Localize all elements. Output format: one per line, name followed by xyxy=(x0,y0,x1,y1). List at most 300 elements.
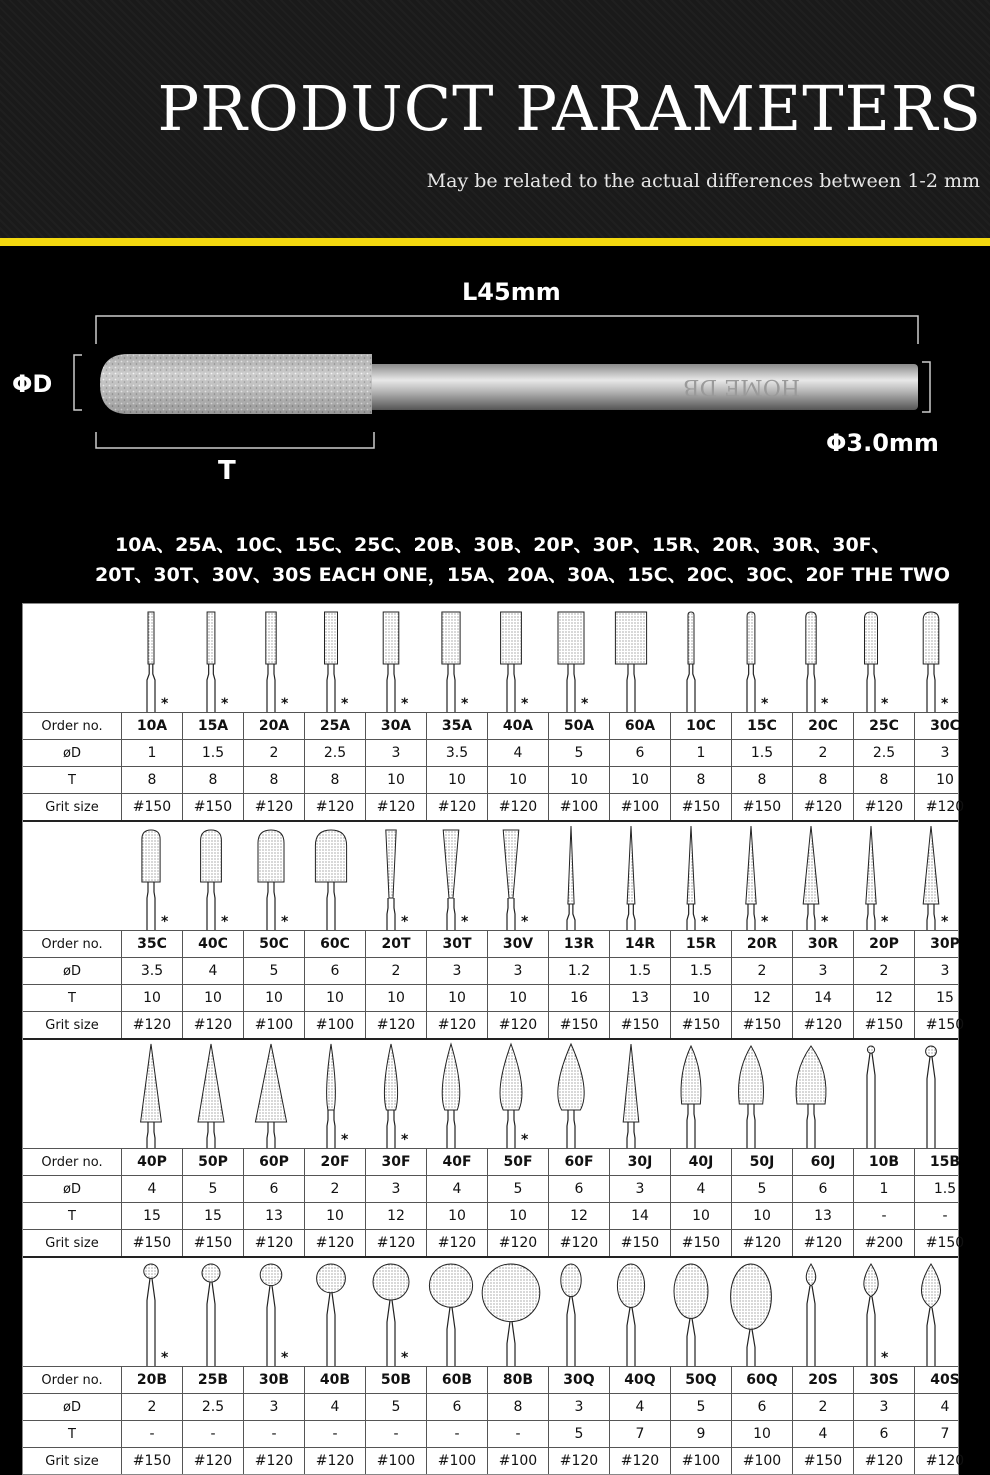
cell-grit: #150 xyxy=(182,1230,243,1256)
cell-grit: #100 xyxy=(304,1012,365,1038)
cell-t: - xyxy=(304,1421,365,1447)
row-od xyxy=(23,1175,958,1202)
cell-order: 10A xyxy=(121,713,182,739)
cell-grit: #120 xyxy=(426,794,487,820)
cell-order: 40C xyxy=(182,931,243,957)
cell-t: - xyxy=(365,1421,426,1447)
burr-shape-cyl xyxy=(361,604,421,712)
burr-shape-ball xyxy=(421,1258,481,1366)
row-label: Grit size xyxy=(45,1453,99,1469)
cell-order: 25B xyxy=(182,1367,243,1393)
burr-shape-rcyl xyxy=(181,822,241,930)
burr-shape-ball xyxy=(361,1258,421,1366)
burr-shape-rcyl xyxy=(721,604,781,712)
cell-t: - xyxy=(182,1421,243,1447)
cell-t: 10 xyxy=(609,767,670,793)
cell-t: 10 xyxy=(487,767,548,793)
cell-od: 5 xyxy=(670,1394,731,1420)
burr-shape-ball xyxy=(181,1258,241,1366)
cell-od: 6 xyxy=(731,1394,792,1420)
cell-grit: #120 xyxy=(853,1448,914,1474)
cell-t: - xyxy=(426,1421,487,1447)
cell-order: 35C xyxy=(121,931,182,957)
burr-shape-cyl xyxy=(541,604,601,712)
cell-t: 10 xyxy=(365,985,426,1011)
burr-shape-rcyl xyxy=(781,604,841,712)
tool-drawing xyxy=(841,604,901,712)
cell-grit: #150 xyxy=(121,794,182,820)
row-label: Grit size xyxy=(45,1235,99,1251)
cell-od: 1.5 xyxy=(182,740,243,766)
svg-text:*: * xyxy=(881,914,889,930)
cell-grit: #200 xyxy=(853,1230,914,1256)
cell-order: 40S xyxy=(914,1367,975,1393)
cell-grit: #100 xyxy=(670,1448,731,1474)
svg-text:*: * xyxy=(401,1350,409,1366)
cell-order: 30F xyxy=(365,1149,426,1175)
tool-drawing xyxy=(841,822,901,930)
burr-shape-bud xyxy=(661,1040,721,1148)
cell-od: 1 xyxy=(670,740,731,766)
svg-text:*: * xyxy=(341,1132,349,1148)
cell-order: 14R xyxy=(609,931,670,957)
cell-grit: #120 xyxy=(243,794,304,820)
cell-order: 30V xyxy=(487,931,548,957)
cell-t: 15 xyxy=(182,1203,243,1229)
row-label: T xyxy=(68,990,76,1006)
row-grit xyxy=(23,1447,965,1474)
cell-t: 8 xyxy=(121,767,182,793)
burr-shape-rcyl xyxy=(661,604,721,712)
burr-shape-cyl xyxy=(181,604,241,712)
tool-drawing xyxy=(121,822,181,930)
cell-t: 4 xyxy=(792,1421,853,1447)
cell-t: 10 xyxy=(670,985,731,1011)
cell-t: - xyxy=(243,1421,304,1447)
cell-grit: #150 xyxy=(914,1230,975,1256)
cell-grit: #120 xyxy=(304,1448,365,1474)
cell-order: 50P xyxy=(182,1149,243,1175)
cell-od: 5 xyxy=(365,1394,426,1420)
row-label: Order no. xyxy=(41,1154,103,1170)
cell-od: 5 xyxy=(182,1176,243,1202)
svg-text:*: * xyxy=(761,696,769,712)
tool-drawing xyxy=(241,822,301,930)
row-grit xyxy=(23,793,965,820)
cell-od: 4 xyxy=(609,1394,670,1420)
cell-grit: #120 xyxy=(914,794,975,820)
row-od xyxy=(23,1393,958,1420)
tool-drawing xyxy=(121,1258,181,1366)
svg-text:*: * xyxy=(881,1350,889,1366)
cell-order: 30R xyxy=(792,931,853,957)
burr-shape-ball xyxy=(481,1258,541,1366)
cell-grit: #120 xyxy=(426,1230,487,1256)
cell-t: 16 xyxy=(548,985,609,1011)
cell-grit: #150 xyxy=(914,1012,975,1038)
diamond-burr-photo xyxy=(0,0,990,480)
cell-order: 50A xyxy=(548,713,609,739)
burr-shape-cyl xyxy=(601,604,661,712)
cell-order: 20A xyxy=(243,713,304,739)
cell-t: 10 xyxy=(731,1421,792,1447)
svg-text:*: * xyxy=(401,914,409,930)
cell-t: 10 xyxy=(426,767,487,793)
svg-text:*: * xyxy=(521,1132,529,1148)
cell-od: 4 xyxy=(304,1394,365,1420)
tool-drawing xyxy=(661,1040,721,1148)
cell-order: 50Q xyxy=(670,1367,731,1393)
cell-order: 30J xyxy=(609,1149,670,1175)
cell-t: 14 xyxy=(609,1203,670,1229)
cell-t: - xyxy=(914,1203,975,1229)
burr-shape-cyl xyxy=(241,604,301,712)
cell-od: 4 xyxy=(487,740,548,766)
tool-drawing xyxy=(361,1040,421,1148)
cell-od: 6 xyxy=(426,1394,487,1420)
tool-drawing xyxy=(781,1040,841,1148)
cell-grit: #100 xyxy=(731,1448,792,1474)
spec-block xyxy=(23,1040,965,1258)
svg-text:*: * xyxy=(281,1350,289,1366)
tool-drawing xyxy=(601,822,661,930)
cell-od: 2 xyxy=(792,740,853,766)
cell-order: 50B xyxy=(365,1367,426,1393)
cell-t: 13 xyxy=(243,1203,304,1229)
tool-drawing xyxy=(541,1040,601,1148)
svg-text:*: * xyxy=(161,696,169,712)
burr-shape-cone xyxy=(601,1040,661,1148)
burr-shape-taper xyxy=(361,822,421,930)
row-t xyxy=(23,1420,958,1447)
cell-order: 20P xyxy=(853,931,914,957)
tool-drawing xyxy=(301,1040,361,1148)
cell-grit: #120 xyxy=(243,1448,304,1474)
svg-text:*: * xyxy=(821,696,829,712)
burr-shape-cone xyxy=(601,822,661,930)
cell-grit: #150 xyxy=(853,1012,914,1038)
cell-grit: #120 xyxy=(487,1230,548,1256)
cell-grit: #120 xyxy=(426,1012,487,1038)
tool-drawing xyxy=(841,1040,901,1148)
cell-order: 40F xyxy=(426,1149,487,1175)
cell-t: 7 xyxy=(914,1421,975,1447)
row-label: Order no. xyxy=(41,718,103,734)
row-t xyxy=(23,766,958,793)
cell-od: 5 xyxy=(548,740,609,766)
row-order xyxy=(23,712,958,739)
cell-grit: #120 xyxy=(914,1448,975,1474)
cell-t: 10 xyxy=(243,985,304,1011)
cell-grit: #120 xyxy=(853,794,914,820)
cell-t: - xyxy=(853,1203,914,1229)
tool-drawing xyxy=(361,822,421,930)
cell-grit: #120 xyxy=(365,1230,426,1256)
row-label: Order no. xyxy=(41,1372,103,1388)
cell-t: 5 xyxy=(548,1421,609,1447)
cell-grit: #120 xyxy=(548,1230,609,1256)
cell-od: 4 xyxy=(426,1176,487,1202)
tool-drawings-row xyxy=(23,1040,958,1148)
cell-grit: #120 xyxy=(365,1012,426,1038)
tool-drawing xyxy=(901,822,961,930)
tool-drawing xyxy=(781,822,841,930)
burr-shape-ball xyxy=(841,1040,901,1148)
tool-drawing xyxy=(181,1258,241,1366)
cell-t: - xyxy=(487,1421,548,1447)
burr-shape-rcyl xyxy=(901,604,961,712)
tool-drawing xyxy=(121,604,181,712)
cell-grit: #120 xyxy=(548,1448,609,1474)
burr-shape-flame xyxy=(361,1040,421,1148)
quantity-line-2: 20T、30T、30V、30S EACH ONE，15A、20A、30A、15C、20C、30C、20F THE TWO xyxy=(95,564,951,586)
spec-block xyxy=(23,604,965,822)
tool-drawing xyxy=(721,822,781,930)
svg-text:*: * xyxy=(401,696,409,712)
burr-shape-cyl xyxy=(481,604,541,712)
length-label: L45mm xyxy=(462,278,561,306)
cell-od: 1.5 xyxy=(731,740,792,766)
cell-grit: #100 xyxy=(365,1448,426,1474)
cell-order: 20F xyxy=(304,1149,365,1175)
cell-order: 20T xyxy=(365,931,426,957)
svg-text:*: * xyxy=(221,696,229,712)
burr-shape-flame xyxy=(421,1040,481,1148)
cell-od: 3 xyxy=(548,1394,609,1420)
burr-shape-cone xyxy=(241,1040,301,1148)
cell-order: 60Q xyxy=(731,1367,792,1393)
cell-grit: #150 xyxy=(121,1230,182,1256)
burr-shape-rcyl xyxy=(241,822,301,930)
svg-text:*: * xyxy=(221,914,229,930)
cell-grit: #120 xyxy=(792,794,853,820)
cell-t: 8 xyxy=(670,767,731,793)
cell-t: 13 xyxy=(792,1203,853,1229)
tool-drawing xyxy=(901,604,961,712)
cell-t: 10 xyxy=(121,985,182,1011)
cell-od: 6 xyxy=(304,958,365,984)
svg-text:*: * xyxy=(941,914,949,930)
shank-diameter-label: Φ3.0mm xyxy=(826,429,939,457)
burr-shape-oval xyxy=(601,1258,661,1366)
spec-block xyxy=(23,822,965,1040)
burr-shape-oval xyxy=(541,1258,601,1366)
tool-drawings-row xyxy=(23,1258,958,1366)
cell-od: 2 xyxy=(792,1394,853,1420)
burr-shape-oval xyxy=(721,1258,781,1366)
burr-shape-flame xyxy=(541,1040,601,1148)
cell-order: 40P xyxy=(121,1149,182,1175)
cell-grit: #120 xyxy=(365,794,426,820)
burr-shape-rcyl xyxy=(841,604,901,712)
cell-grit: #120 xyxy=(304,1230,365,1256)
tool-drawing xyxy=(721,1258,781,1366)
cell-t: 10 xyxy=(426,1203,487,1229)
cell-od: 3 xyxy=(243,1394,304,1420)
cell-order: 20R xyxy=(731,931,792,957)
tool-drawing xyxy=(481,604,541,712)
tool-drawing xyxy=(541,604,601,712)
svg-text:*: * xyxy=(281,696,289,712)
cell-t: 12 xyxy=(548,1203,609,1229)
burr-shape-cyl xyxy=(421,604,481,712)
cell-od: 5 xyxy=(487,1176,548,1202)
cell-t: 12 xyxy=(365,1203,426,1229)
row-order xyxy=(23,1366,958,1393)
cell-order: 30B xyxy=(243,1367,304,1393)
row-order xyxy=(23,930,958,957)
cell-od: 6 xyxy=(243,1176,304,1202)
cell-grit: #120 xyxy=(731,1230,792,1256)
svg-text:*: * xyxy=(161,1350,169,1366)
cell-grit: #150 xyxy=(609,1012,670,1038)
cell-t: 10 xyxy=(548,767,609,793)
cell-t: - xyxy=(121,1421,182,1447)
row-label: Grit size xyxy=(45,1017,99,1033)
cell-order: 20S xyxy=(792,1367,853,1393)
svg-text:*: * xyxy=(521,914,529,930)
burr-shape-cone xyxy=(541,822,601,930)
row-order xyxy=(23,1148,961,1175)
burr-shape-flame xyxy=(481,1040,541,1148)
cell-od: 2 xyxy=(121,1394,182,1420)
cell-od: 4 xyxy=(670,1176,731,1202)
cell-t: 8 xyxy=(304,767,365,793)
cell-order: 60F xyxy=(548,1149,609,1175)
cell-t: 7 xyxy=(609,1421,670,1447)
burr-shape-drop xyxy=(901,1258,961,1366)
tool-drawing xyxy=(181,604,241,712)
tool-drawing xyxy=(421,604,481,712)
cell-od: 1.5 xyxy=(670,958,731,984)
cell-grit: #150 xyxy=(731,1012,792,1038)
row-od xyxy=(23,739,958,766)
tool-drawing xyxy=(601,1258,661,1366)
cell-t: 14 xyxy=(792,985,853,1011)
cell-order: 20B xyxy=(121,1367,182,1393)
row-label: T xyxy=(68,772,76,788)
cell-order: 25C xyxy=(853,713,914,739)
cell-order: 50F xyxy=(487,1149,548,1175)
cell-order: 10B xyxy=(853,1149,914,1175)
burr-shape-ball xyxy=(241,1258,301,1366)
row-grit xyxy=(23,1229,965,1256)
cell-od: 1.5 xyxy=(914,1176,975,1202)
svg-text:*: * xyxy=(701,914,709,930)
cell-od: 5 xyxy=(731,1176,792,1202)
tool-drawing xyxy=(421,1040,481,1148)
cell-grit: #120 xyxy=(609,1448,670,1474)
cell-grit: #150 xyxy=(182,794,243,820)
cell-grit: #120 xyxy=(792,1012,853,1038)
cell-order: 10C xyxy=(670,713,731,739)
cell-od: 5 xyxy=(243,958,304,984)
cell-order: 30C xyxy=(914,713,975,739)
cell-od: 2 xyxy=(243,740,304,766)
svg-text:*: * xyxy=(821,914,829,930)
cell-od: 4 xyxy=(914,1394,975,1420)
cell-t: 9 xyxy=(670,1421,731,1447)
cell-od: 2 xyxy=(365,958,426,984)
svg-text:*: * xyxy=(161,914,169,930)
cell-order: 80B xyxy=(487,1367,548,1393)
cell-grit: #100 xyxy=(609,794,670,820)
tool-drawing xyxy=(481,822,541,930)
cell-order: 60B xyxy=(426,1367,487,1393)
cell-od: 2 xyxy=(853,958,914,984)
cell-t: 13 xyxy=(609,985,670,1011)
spec-table xyxy=(22,603,965,1475)
svg-text:*: * xyxy=(281,914,289,930)
svg-text:*: * xyxy=(401,1132,409,1148)
burr-shape-bud xyxy=(781,1040,841,1148)
cell-order: 35A xyxy=(426,713,487,739)
row-label: øD xyxy=(63,1399,81,1415)
tool-drawing xyxy=(601,1040,661,1148)
cell-order: 30P xyxy=(914,931,975,957)
burr-shape-rcyl xyxy=(301,822,361,930)
cell-od: 2.5 xyxy=(182,1394,243,1420)
tool-drawing xyxy=(541,822,601,930)
row-label: T xyxy=(68,1426,76,1442)
cell-t: 10 xyxy=(731,1203,792,1229)
cell-t: 10 xyxy=(487,985,548,1011)
cell-grit: #120 xyxy=(304,794,365,820)
cell-t: 10 xyxy=(670,1203,731,1229)
cell-od: 3 xyxy=(426,958,487,984)
svg-text:*: * xyxy=(941,696,949,712)
cell-grit: #150 xyxy=(670,1012,731,1038)
cell-od: 3 xyxy=(365,740,426,766)
burr-shape-oval xyxy=(661,1258,721,1366)
row-label: Order no. xyxy=(41,936,103,952)
cell-grit: #150 xyxy=(609,1230,670,1256)
cell-od: 1 xyxy=(121,740,182,766)
cell-grit: #150 xyxy=(670,1230,731,1256)
cell-grit: #150 xyxy=(731,794,792,820)
cell-grit: #120 xyxy=(792,1230,853,1256)
cell-t: 8 xyxy=(182,767,243,793)
cell-od: 3 xyxy=(914,958,975,984)
cell-od: 2 xyxy=(731,958,792,984)
diameter-label: ΦD xyxy=(12,370,53,398)
burr-shape-cone xyxy=(181,1040,241,1148)
cell-order: 50J xyxy=(731,1149,792,1175)
tool-drawing xyxy=(661,604,721,712)
burr-shape-flame xyxy=(301,1040,361,1148)
cell-order: 50C xyxy=(243,931,304,957)
cell-t: 15 xyxy=(914,985,975,1011)
cell-od: 3 xyxy=(792,958,853,984)
burr-shape-cone xyxy=(901,822,961,930)
cell-order: 60P xyxy=(243,1149,304,1175)
tool-drawing xyxy=(241,604,301,712)
row-label: Grit size xyxy=(45,799,99,815)
cell-grit: #100 xyxy=(243,1012,304,1038)
cell-order: 60J xyxy=(792,1149,853,1175)
cell-t: 8 xyxy=(731,767,792,793)
burr-shape-rcyl xyxy=(121,822,181,930)
row-t xyxy=(23,1202,958,1229)
burr-shape-taper xyxy=(421,822,481,930)
cell-order: 60A xyxy=(609,713,670,739)
cell-od: 6 xyxy=(792,1176,853,1202)
cell-grit: #120 xyxy=(182,1012,243,1038)
cell-grit: #150 xyxy=(548,1012,609,1038)
burr-shape-ball xyxy=(901,1040,961,1148)
tool-drawing xyxy=(421,1258,481,1366)
row-t xyxy=(23,984,958,1011)
